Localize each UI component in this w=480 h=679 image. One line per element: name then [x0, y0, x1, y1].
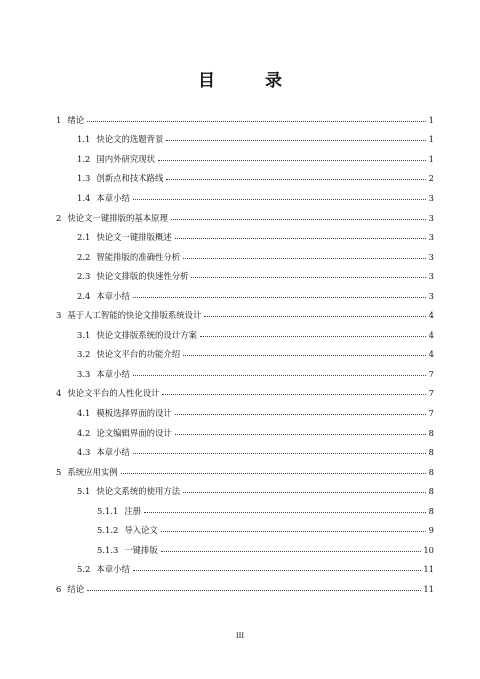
toc-entry-label	[77, 564, 131, 574]
toc-entry[interactable]	[56, 305, 434, 325]
toc-entry-label	[77, 291, 131, 301]
toc-entry-number: 1.2	[77, 153, 91, 164]
toc-entry[interactable]	[56, 325, 434, 345]
toc-entry-label	[77, 349, 181, 359]
page-title: 目 录	[198, 71, 304, 91]
toc-dot-leader	[171, 219, 426, 220]
toc-entry-number: 2.3	[77, 271, 91, 282]
toc-entry-page: 7	[428, 407, 434, 418]
toc-entry-text: 导入论文	[124, 525, 158, 536]
toc-entry-label	[56, 388, 160, 398]
toc-entry-number: 1.1	[77, 134, 91, 145]
toc-entry-page: 2	[428, 173, 434, 184]
toc-entry[interactable]	[56, 579, 434, 599]
toc-dot-leader	[133, 453, 426, 454]
toc-entry-number: 4.1	[77, 407, 91, 418]
toc-entry-page: 7	[428, 388, 434, 399]
toc-entry-page: 11	[423, 564, 434, 575]
toc-entry-number: 3.3	[77, 368, 91, 379]
toc-entry-page: 1	[428, 134, 434, 145]
toc-entry[interactable]	[56, 149, 434, 169]
toc-entry[interactable]	[56, 560, 434, 580]
toc-entry-text: 快论文一键排版概述	[96, 232, 172, 243]
toc-dot-leader	[133, 375, 426, 376]
toc-entry-text: 一键排版	[124, 544, 158, 555]
toc-dot-leader	[200, 336, 426, 337]
toc-entry-page: 3	[428, 251, 434, 262]
toc-entry-text: 基于人工智能的快论文排版系统设计	[67, 310, 202, 321]
toc-entry-text: 绪论	[67, 114, 85, 125]
toc-entry-text: 快论文平台的人性化设计	[67, 388, 160, 399]
toc-entry-page: 8	[428, 447, 434, 458]
toc-entry[interactable]	[56, 110, 434, 130]
toc-dot-leader	[183, 492, 426, 493]
toc-entry[interactable]	[56, 501, 434, 521]
toc-entry-number: 1.3	[77, 173, 91, 184]
toc-entry-label	[56, 115, 85, 125]
toc-entry-text: 本章小结	[96, 290, 130, 301]
toc-entry-page: 11	[423, 583, 434, 594]
toc-entry[interactable]	[56, 442, 434, 462]
toc-entry-label	[77, 486, 181, 496]
toc-entry[interactable]	[56, 227, 434, 247]
toc-dot-leader	[121, 473, 426, 474]
toc-dot-leader	[162, 394, 426, 395]
toc-entry-label	[77, 447, 131, 457]
toc-entry-page: 8	[428, 486, 434, 497]
toc-entry-label	[77, 232, 173, 242]
toc-dot-leader	[204, 316, 426, 317]
toc-dot-leader	[183, 355, 426, 356]
toc-dot-leader	[133, 570, 422, 571]
toc-entry-number: 5.1.1	[97, 505, 119, 516]
toc-dot-leader	[166, 140, 426, 141]
toc-entry-label	[56, 310, 202, 320]
toc-entry-text: 快论文排版的快速性分析	[96, 271, 189, 282]
toc-entry-page: 8	[428, 505, 434, 516]
table-of-contents	[56, 110, 434, 599]
toc-entry-label	[77, 252, 181, 262]
page-number: III	[235, 632, 245, 640]
toc-entry[interactable]	[56, 188, 434, 208]
toc-entry-number: 5.1	[77, 486, 91, 497]
toc-entry-number: 4	[56, 388, 62, 399]
toc-entry-page: 4	[428, 349, 434, 360]
toc-entry-label	[56, 213, 169, 223]
toc-entry-label	[56, 584, 85, 594]
toc-entry-page: 1	[428, 153, 434, 164]
toc-entry-text: 快论文排版系统的设计方案	[96, 329, 197, 340]
toc-entry-label	[77, 408, 173, 418]
toc-entry-text: 本章小结	[96, 192, 130, 203]
toc-entry-text: 智能排版的准确性分析	[96, 251, 181, 262]
toc-entry-text: 结论	[67, 583, 85, 594]
toc-dot-leader	[133, 297, 426, 298]
toc-entry-page: 10	[423, 544, 434, 555]
toc-entry-text: 创新点和技术路线	[96, 173, 164, 184]
toc-entry-text: 快论文的选题背景	[96, 134, 164, 145]
toc-entry[interactable]	[56, 384, 434, 404]
toc-entry-label	[77, 330, 198, 340]
toc-entry-label	[77, 154, 156, 164]
toc-entry-label	[77, 369, 131, 379]
toc-entry-number: 2.2	[77, 251, 91, 262]
toc-dot-leader	[183, 258, 426, 259]
toc-entry-page: 3	[428, 271, 434, 282]
toc-entry[interactable]	[56, 520, 434, 540]
toc-entry-page: 4	[428, 329, 434, 340]
toc-entry-number: 4.3	[77, 447, 91, 458]
toc-entry-label	[77, 173, 164, 183]
toc-entry-number: 2.1	[77, 232, 91, 243]
toc-entry-number: 6	[56, 583, 62, 594]
toc-entry-number: 3.1	[77, 329, 91, 340]
toc-entry[interactable]	[56, 462, 434, 482]
toc-entry-number: 3.2	[77, 349, 91, 360]
toc-entry-number: 2.4	[77, 290, 91, 301]
toc-dot-leader	[158, 160, 426, 161]
toc-entry-text: 国内外研究现状	[96, 153, 155, 164]
toc-entry[interactable]	[56, 130, 434, 150]
toc-dot-leader	[144, 512, 426, 513]
toc-entry[interactable]	[56, 266, 434, 286]
toc-dot-leader	[87, 590, 421, 591]
toc-entry-label	[77, 193, 131, 203]
toc-entry-number: 5.2	[77, 564, 91, 575]
toc-dot-leader	[166, 179, 426, 180]
toc-entry-label	[97, 525, 159, 535]
toc-entry-page: 7	[428, 368, 434, 379]
toc-entry-text: 快论文系统的使用方法	[96, 486, 181, 497]
toc-entry-number: 5.1.3	[97, 544, 119, 555]
toc-entry-number: 2	[56, 212, 62, 223]
toc-entry-number: 5	[56, 466, 62, 477]
toc-entry-page: 3	[428, 212, 434, 223]
toc-entry[interactable]	[56, 403, 434, 423]
toc-entry-text: 本章小结	[96, 447, 130, 458]
toc-entry-label	[56, 467, 119, 477]
toc-entry[interactable]	[56, 345, 434, 365]
toc-entry-text: 模板选择界面的设计	[96, 407, 172, 418]
toc-entry-number: 5.1.2	[97, 525, 119, 536]
toc-entry[interactable]	[56, 208, 434, 228]
toc-entry-label	[77, 271, 189, 281]
toc-entry-page: 8	[428, 466, 434, 477]
toc-entry-number: 1.4	[77, 192, 91, 203]
toc-entry[interactable]	[56, 364, 434, 384]
toc-entry[interactable]	[56, 169, 434, 189]
toc-entry-text: 本章小结	[96, 368, 130, 379]
toc-entry-page: 8	[428, 427, 434, 438]
toc-entry-text: 快论文平台的功能介绍	[96, 349, 181, 360]
toc-entry-page: 1	[428, 114, 434, 125]
toc-dot-leader	[87, 121, 426, 122]
toc-dot-leader	[175, 414, 426, 415]
toc-entry-page: 4	[428, 310, 434, 321]
toc-dot-leader	[161, 551, 422, 552]
toc-entry-text: 本章小结	[96, 564, 130, 575]
toc-entry[interactable]	[56, 423, 434, 443]
toc-dot-leader	[161, 531, 426, 532]
toc-entry-page: 3	[428, 192, 434, 203]
toc-entry-label	[97, 506, 142, 516]
toc-entry[interactable]	[56, 247, 434, 267]
toc-entry-page: 3	[428, 290, 434, 301]
toc-entry-number: 3	[56, 310, 62, 321]
toc-entry-label	[77, 134, 164, 144]
toc-entry[interactable]	[56, 481, 434, 501]
toc-entry-number: 1	[56, 114, 62, 125]
toc-entry-page: 3	[428, 232, 434, 243]
toc-dot-leader	[133, 199, 426, 200]
toc-entry-text: 论文编辑界面的设计	[96, 427, 172, 438]
toc-entry-number: 4.2	[77, 427, 91, 438]
toc-dot-leader	[175, 434, 426, 435]
toc-entry-label	[97, 545, 159, 555]
toc-entry-label	[77, 428, 173, 438]
toc-entry-text: 快论文一键排版的基本原理	[67, 212, 168, 223]
toc-entry[interactable]	[56, 286, 434, 306]
toc-entry[interactable]	[56, 540, 434, 560]
toc-dot-leader	[191, 277, 426, 278]
toc-entry-text: 注册	[124, 505, 142, 516]
toc-dot-leader	[175, 238, 426, 239]
toc-entry-text: 系统应用实例	[67, 466, 118, 477]
toc-entry-page: 9	[428, 525, 434, 536]
